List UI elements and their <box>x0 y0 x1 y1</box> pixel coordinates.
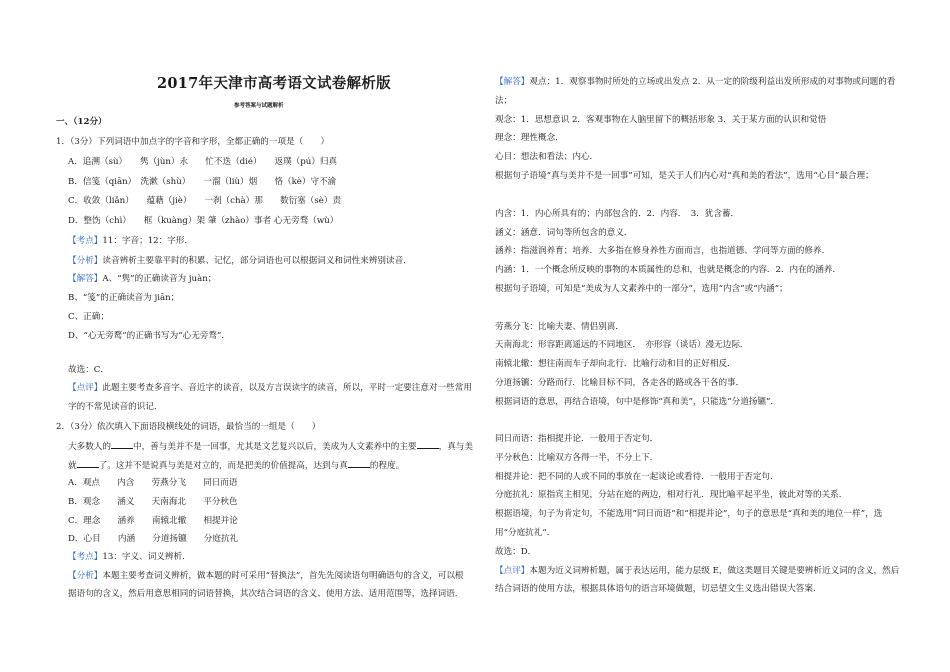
jieda-line: 涵义：涵意．词句等所包含的意义． <box>495 228 633 238</box>
page-title: 2017年天津市高考语文试卷解析版 <box>157 75 391 92</box>
q1-option-c: C．收敛（liǎn） 蕴藉（jiè） 一刹（chà）那 数衍塞（sè）责 <box>68 196 342 206</box>
passage-text: 就 <box>68 461 77 471</box>
dianping-text: 本题为近义词辨析题，属于表达运用，能力层级 E，做这类题目关键是要辨析近义词的含义，然后 <box>529 566 900 576</box>
kaodian-tag: 【考点】 <box>68 552 103 562</box>
passage-text: 了。这并不是说真与美是对立的，而是把美的价值提高，达到与真 <box>98 461 348 471</box>
jieda-line: 根据词语的意思，再结合语境，句中是修饰“真和美”，只能选“分道扬镳”． <box>495 397 779 407</box>
q2-option-d: D．心目 内涵 分道扬镳 分庭抗礼 <box>68 534 239 544</box>
page-subtitle: 参考答案与试题解析 <box>234 103 284 109</box>
dianping-tag: 【点评】 <box>495 566 530 576</box>
jieda-text: A、“隽”的正确读音为 juàn； <box>102 274 217 284</box>
q1-option-d: D．整饬（chì） 框（kuàng）架 肇（zhào）事者 心无旁骛（wù） <box>68 216 339 226</box>
jieda-line: 分道扬镳：分路而行．比喻目标不同，各走各的路或各干各的事． <box>495 378 745 388</box>
answer-blank <box>348 459 370 468</box>
passage-text: ，真与美 <box>438 442 473 452</box>
jieda-line: 劳燕分飞：比喻夫妻、情侣别离． <box>495 322 624 332</box>
q1-option-b: B．信笺（qiān） 洗漱（shù） 一溜（liù）烟 恪（kè）守不渝 <box>68 177 337 187</box>
fenxi-text: 读音辨析主要靠平时的积累、记忆，部分词语也可以根据词义和词性来辨别读音． <box>102 256 412 266</box>
q1-option-a: A．追溯（sù） 隽（jùn）永 忙不迭（dié） 返璞（pú）归真 <box>68 157 338 167</box>
fenxi-tag: 【分析】 <box>68 256 103 266</box>
q1-jieda-b: B、“笺”的正确读音为 jiān； <box>68 293 180 303</box>
q2-passage-line-1 <box>68 440 473 453</box>
q1-answer: 故选：C． <box>68 365 109 375</box>
q1-dianping-2: 字的不常见读音的识记． <box>68 402 163 412</box>
kaodian-text: 11：字音；12：字形． <box>102 236 194 246</box>
jieda-line: 内涵：1．一个概念所反映的事物的本质属性的总和，也就是概念的内容．2．内在的涵养． <box>495 265 842 275</box>
answer-blank <box>77 459 99 468</box>
jieda-tag: 【解答】 <box>495 77 530 87</box>
fenxi-tag: 【分析】 <box>68 571 103 581</box>
answer-blank <box>111 440 133 449</box>
jieda-line: 内含：1．内心所具有的；内部包含的．2．内容． 3．犹含蓄． <box>495 209 740 219</box>
jieda-text: 观点：1．观察事物时所处的立场或出发点 2．从一定的阶级利益出发所形成的对事物或问题的看 <box>529 77 896 87</box>
jieda-line: 相提并论：把不同的人或不同的事放在一起谈论或看待．一般用于否定句． <box>495 472 779 482</box>
q2-dianping <box>495 566 899 577</box>
q2-kaodian <box>68 552 191 563</box>
q2-fenxi <box>68 571 464 582</box>
q2-passage-line-2 <box>68 459 404 472</box>
dianping-text: 此题主要考查多音字、音近字的读音，以及方言误读字的读音，所以，平时一定要注意对一些常用 <box>102 383 472 393</box>
jieda-tag: 【解答】 <box>68 274 103 284</box>
jieda-line: 同日而语：指相提并论．一般用于否定句． <box>495 434 659 444</box>
passage-text: 的程度。 <box>369 461 405 471</box>
q1-kaodian <box>68 236 193 247</box>
passage-text: 大多数人的 <box>68 442 111 452</box>
jieda-line: 理念：理性概念． <box>495 133 564 143</box>
q2-stem: 2．（3分）依次填入下面语段横线处的词语，最恰当的一组是（ ） <box>56 422 321 432</box>
q1-dianping <box>68 383 472 394</box>
passage-text: 中，善与美并不是一回事，尤其是文艺复兴以后，美成为人文素养中的主要 <box>132 442 417 452</box>
section-heading: 一、（12分） <box>56 117 107 127</box>
q1-jieda-d: D、“心无旁鹜”的正确书写为“心无旁骛”． <box>68 331 230 341</box>
q2-answer: 故选：D． <box>495 547 537 557</box>
fenxi-text: 本题主要考查词义辨析，做本题的时可采用“替换法”，首先先阅读语句明确语句的含义，可以根 <box>102 571 464 581</box>
q2-option-c: C．理念 涵养 南辕北辙 相提并论 <box>68 516 238 526</box>
jieda-line: 涵养：指滋润养育；培养．大多指在修身养性方面而言，也指道德、学问等方面的修养． <box>495 246 831 256</box>
q1-jieda <box>68 274 216 285</box>
answer-blank <box>417 440 439 449</box>
jieda-line: 心目：想法和看法；内心． <box>495 152 599 162</box>
jieda-line: 分庭抗礼：原指宾主相见，分站在庭的两边，相对行礼．现比喻平起平坐，彼此对等的关系． <box>495 490 848 500</box>
jieda-line: 用“分庭抗礼”． <box>495 528 556 538</box>
q2-option-a: A．观点 内含 劳燕分飞 同日而语 <box>68 478 238 488</box>
jieda-line: 观念：1．思想意识 2．客观事物在人脑里留下的概括形象 3．关于某方面的认识和觉悟 <box>495 115 827 125</box>
kaodian-text: 13：字义、词义辨析． <box>102 552 191 562</box>
q2-dianping-2: 结合词语的使用方法，根据具体语句的语言环境做题，切忌望文生义选出错误大答案． <box>495 584 822 594</box>
jieda-line: 南辕北辙：想往南而车子却向北行．比喻行动和目的正好相反． <box>495 359 736 369</box>
q1-stem: 1．（3分）下列词语中加点字的字音和字形，全都正确的一项是（ ） <box>56 137 330 147</box>
jieda-line: 根据句子语境“真与美并不是一回事”可知，是关于人们内心对“真和美的看法”，选用“心目”最合理； <box>495 171 874 181</box>
q2-fenxi-2: 据语句的含义，然后用意思相同的词语替换，其次结合词语的含义、使用方法、适用范围等，选择词语． <box>68 589 464 599</box>
jieda-line-1 <box>495 77 895 88</box>
q2-option-b: B．观念 涵义 天南海北 平分秋色 <box>68 497 238 507</box>
jieda-line: 天南海北：形容距离遥远的不同地区． 亦形容（谈话）漫无边际． <box>495 340 749 350</box>
jieda-line: 根据语境，句子为肯定句，不能选用“同日而语”和“相提并论”，句子的意思是“真和美的地位一样”，选 <box>495 509 883 519</box>
q1-fenxi <box>68 256 412 267</box>
jieda-line: 平分秋色：比喻双方各得一半，不分上下． <box>495 453 659 463</box>
dianping-tag: 【点评】 <box>68 383 103 393</box>
jieda-line: 根据句子语境，可知是“美成为人文素养中的一部分”，选用“内含”或“内涵”； <box>495 284 788 294</box>
kaodian-tag: 【考点】 <box>68 236 103 246</box>
jieda-line: 法； <box>495 96 513 106</box>
q1-jieda-c: C、正确； <box>68 312 109 322</box>
